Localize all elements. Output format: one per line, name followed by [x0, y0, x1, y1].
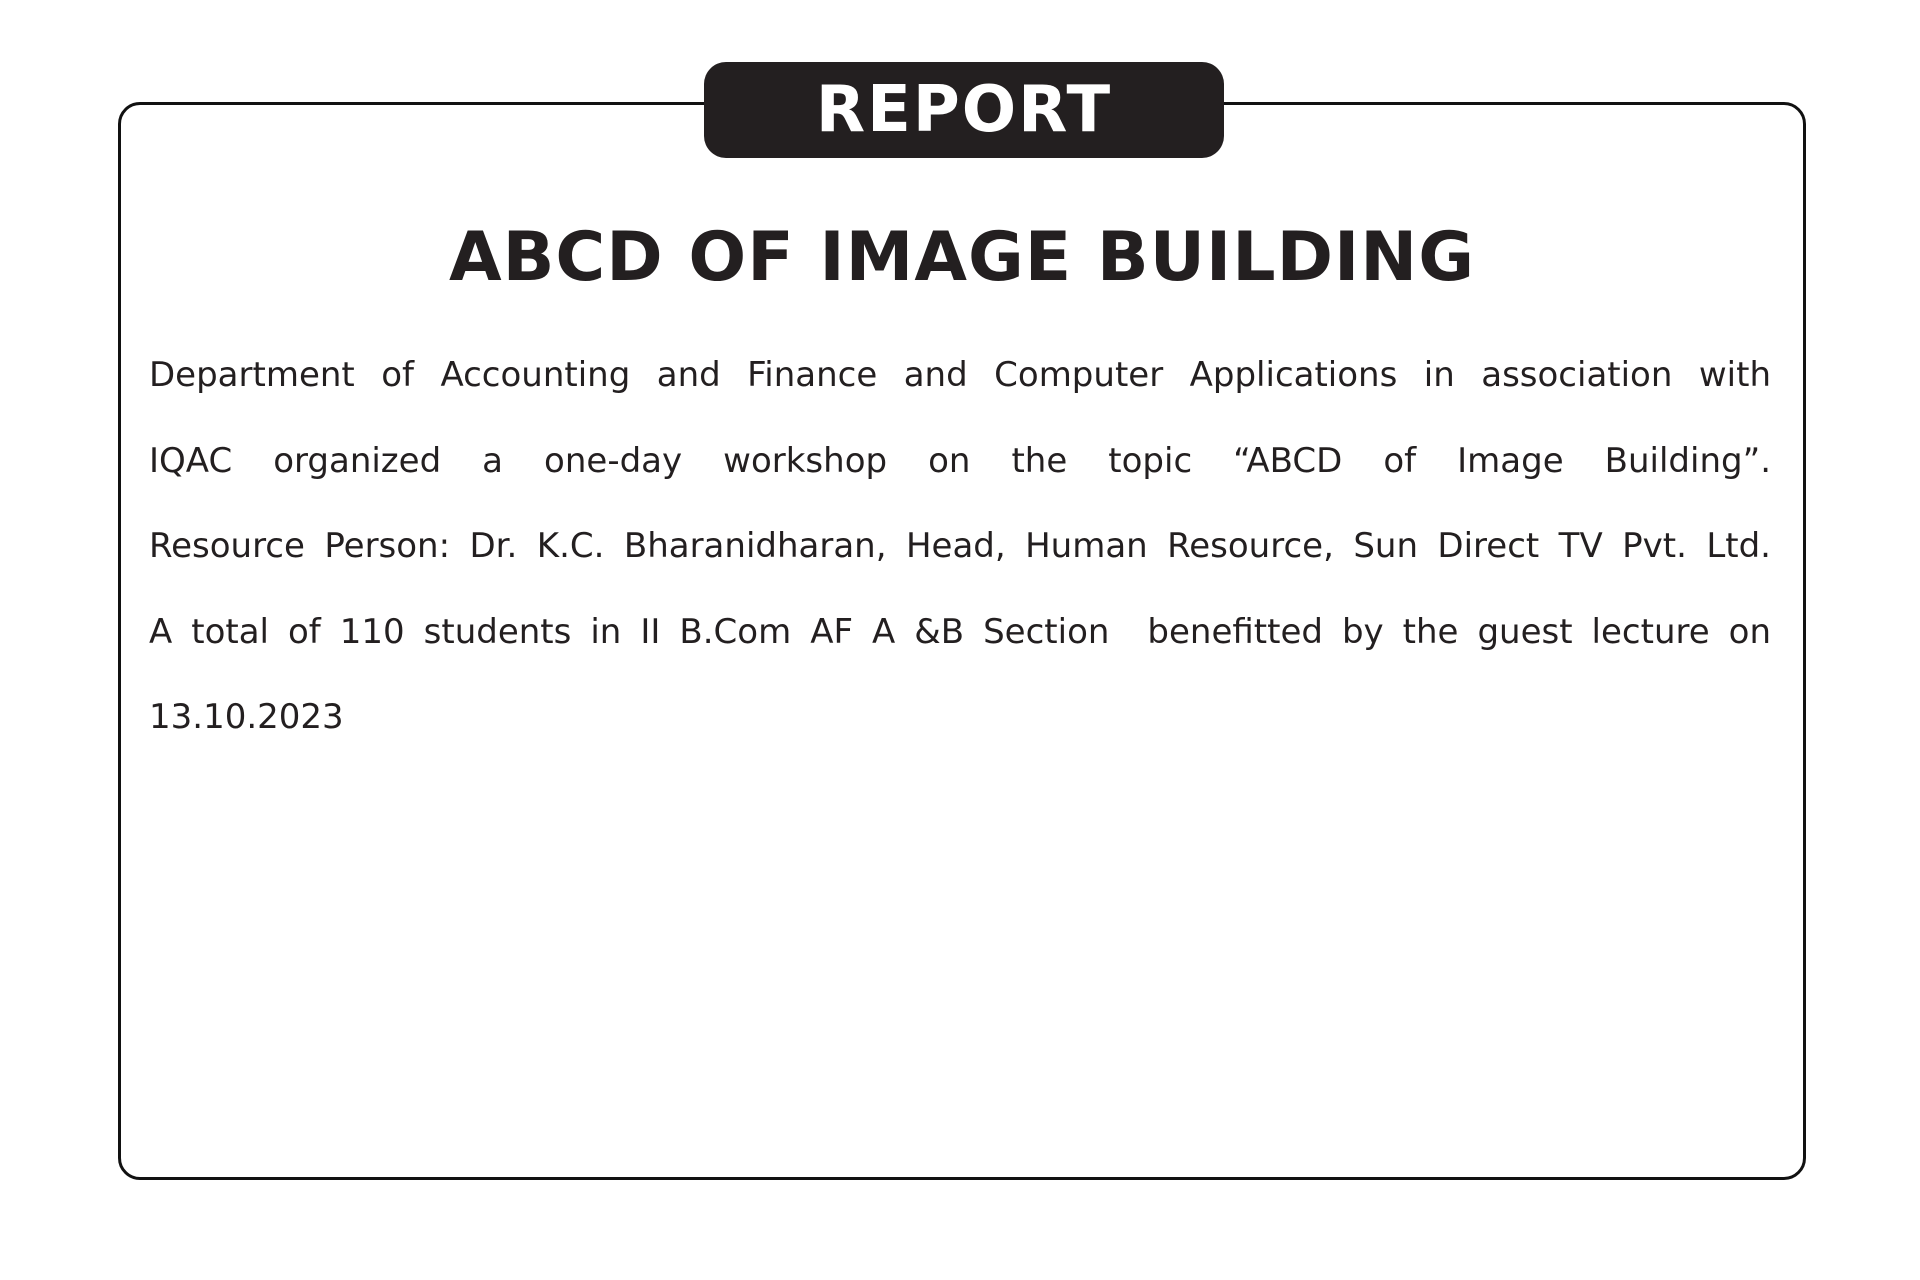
- body-line-date: 13.10.2023: [149, 697, 344, 737]
- document-body: [149, 333, 1771, 761]
- body-line: Resource Person: Dr. K.C. Bharanidharan, Head, Human Resource, Sun Direct TV Pvt. Ltd.: [149, 526, 1771, 566]
- document-title: ABCD OF IMAGE BUILDING: [448, 218, 1476, 297]
- body-line: IQAC organized a one-day workshop on the topic “ABCD of Image Building”.: [149, 440, 1771, 481]
- report-tab-label: REPORT: [815, 73, 1113, 147]
- body-line: A total of 110 students in II B.Com AF A &B Section benefitted by the guest lecture on: [149, 611, 1771, 652]
- report-tab: [704, 62, 1224, 158]
- body-line: Department of Accounting and Finance and Computer Applications in association with: [149, 355, 1771, 395]
